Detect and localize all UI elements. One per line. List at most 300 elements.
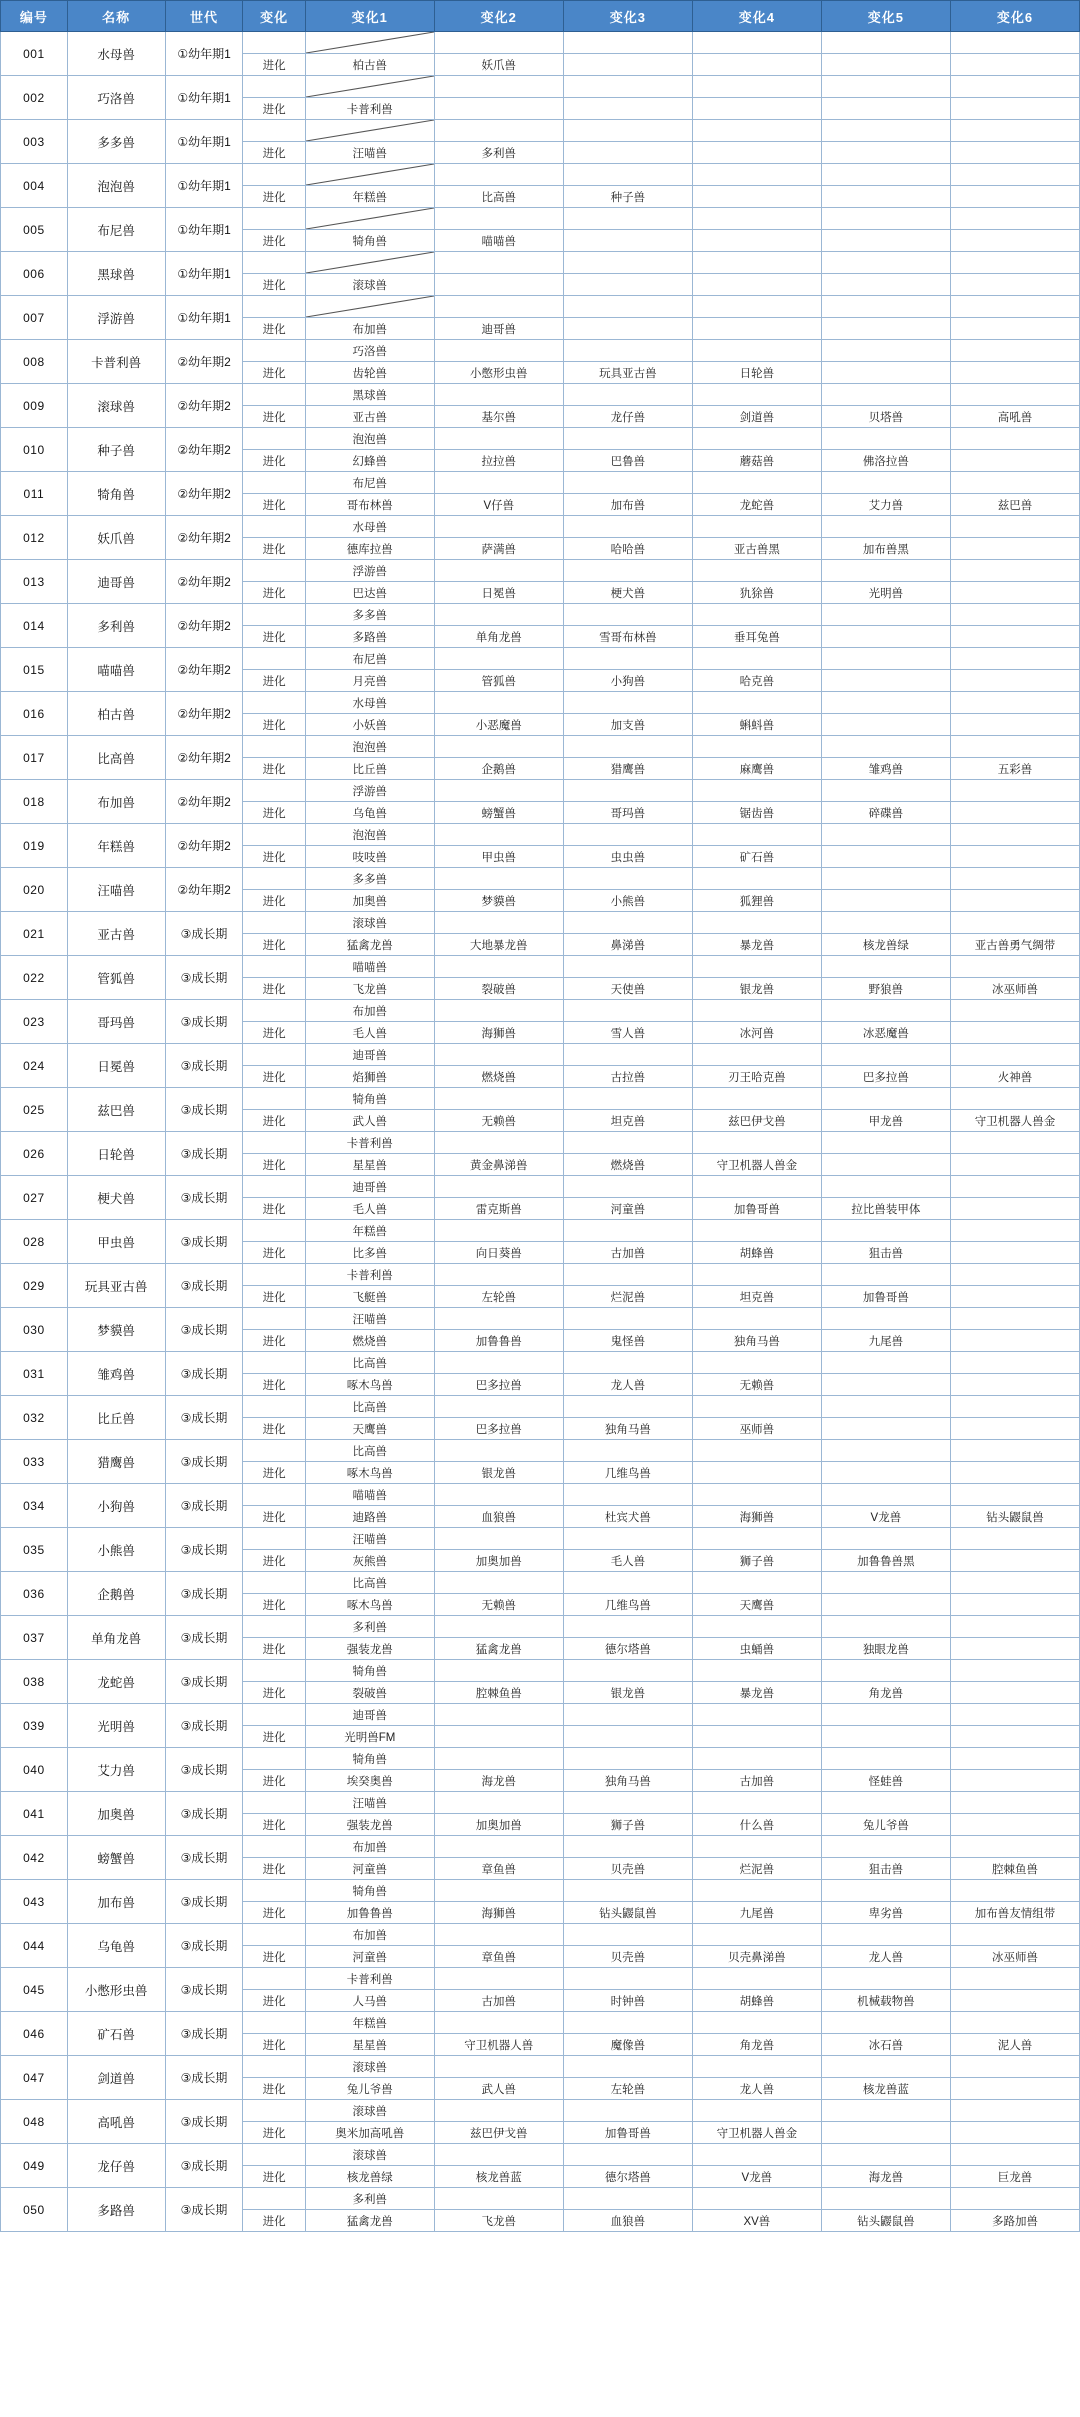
change-label-top — [243, 516, 305, 538]
evolution-cell: 加布兽黑 — [821, 538, 950, 560]
empty-cell — [821, 340, 950, 362]
table-row — [1, 516, 1080, 538]
row-name: 浮游兽 — [67, 296, 165, 340]
evolve-label: 进化 — [243, 582, 305, 604]
empty-cell — [563, 164, 692, 186]
evolution-cell: 龙人兽 — [563, 1374, 692, 1396]
evolution-cell: 独角马兽 — [692, 1330, 821, 1352]
empty-cell — [950, 296, 1079, 318]
evolve-label: 进化 — [243, 1770, 305, 1792]
change-label-top — [243, 32, 305, 54]
empty-cell — [692, 1616, 821, 1638]
row-name: 巧洛兽 — [67, 76, 165, 120]
table-row — [1, 384, 1080, 406]
change-label-top — [243, 1792, 305, 1814]
evolve-label: 进化 — [243, 2078, 305, 2100]
empty-cell — [434, 1308, 563, 1330]
evolution-cell: 梦貘兽 — [434, 890, 563, 912]
evolution-cell: 碎碟兽 — [821, 802, 950, 824]
evolution-cell: 杜宾犬兽 — [563, 1506, 692, 1528]
empty-cell — [821, 1924, 950, 1946]
empty-cell — [692, 1748, 821, 1770]
row-name: 种子兽 — [67, 428, 165, 472]
evolution-cell: 雪人兽 — [563, 1022, 692, 1044]
change-label-top — [243, 1924, 305, 1946]
row-name: 玩具亚古兽 — [67, 1264, 165, 1308]
devolution-cell: 犄角兽 — [305, 1748, 434, 1770]
evolution-cell: 企鹅兽 — [434, 758, 563, 780]
empty-cell — [821, 956, 950, 978]
row-id: 046 — [1, 2012, 68, 2056]
row-name: 多利兽 — [67, 604, 165, 648]
evolution-cell: 几维鸟兽 — [563, 1594, 692, 1616]
evolution-cell: 兹巴伊戈兽 — [692, 1110, 821, 1132]
evolution-cell: 贝壳兽 — [563, 1858, 692, 1880]
no-devolution-slash — [305, 32, 434, 54]
evolution-cell — [821, 714, 950, 736]
evolution-cell — [821, 230, 950, 252]
evolution-cell: 哈克兽 — [692, 670, 821, 692]
row-id: 034 — [1, 1484, 68, 1528]
empty-cell — [434, 428, 563, 450]
empty-cell — [563, 2012, 692, 2034]
evolution-cell: 佛洛拉兽 — [821, 450, 950, 472]
change-label-top — [243, 2188, 305, 2210]
evolution-cell — [821, 98, 950, 120]
row-generation: ③成长期 — [165, 1000, 243, 1044]
empty-cell — [692, 1088, 821, 1110]
devolution-cell: 布加兽 — [305, 1924, 434, 1946]
devolution-cell: 布尼兽 — [305, 648, 434, 670]
empty-cell — [563, 1176, 692, 1198]
evolution-cell: 狙击兽 — [821, 1858, 950, 1880]
devolution-cell: 滚球兽 — [305, 2144, 434, 2166]
empty-cell — [950, 648, 1079, 670]
row-generation: ③成长期 — [165, 2100, 243, 2144]
evolution-cell: 腔棘鱼兽 — [434, 1682, 563, 1704]
evolution-cell: 乌龟兽 — [305, 802, 434, 824]
empty-cell — [950, 1396, 1079, 1418]
row-name: 柏古兽 — [67, 692, 165, 736]
change-label-top — [243, 1440, 305, 1462]
devolution-cell: 汪喵兽 — [305, 1308, 434, 1330]
empty-cell — [692, 296, 821, 318]
evolution-cell — [950, 626, 1079, 648]
devolution-cell: 比高兽 — [305, 1572, 434, 1594]
evolution-cell: 钻头鼹鼠兽 — [821, 2210, 950, 2232]
evolution-cell: 甲虫兽 — [434, 846, 563, 868]
row-id: 043 — [1, 1880, 68, 1924]
devolution-cell: 多利兽 — [305, 1616, 434, 1638]
empty-cell — [821, 2144, 950, 2166]
empty-cell — [821, 1880, 950, 1902]
table-row — [1, 340, 1080, 362]
row-generation: ②幼年期2 — [165, 824, 243, 868]
empty-cell — [692, 252, 821, 274]
evolution-cell: 贝壳鼻涕兽 — [692, 1946, 821, 1968]
evolution-cell: 魔像兽 — [563, 2034, 692, 2056]
empty-cell — [563, 1572, 692, 1594]
empty-cell — [563, 516, 692, 538]
evolution-cell — [950, 582, 1079, 604]
evolution-cell — [950, 802, 1079, 824]
row-id: 017 — [1, 736, 68, 780]
evolution-cell: XV兽 — [692, 2210, 821, 2232]
evolve-label: 进化 — [243, 1638, 305, 1660]
empty-cell — [563, 1264, 692, 1286]
evolution-cell: 猛禽龙兽 — [305, 934, 434, 956]
empty-cell — [821, 2188, 950, 2210]
evolution-cell: 加布兽友情组带 — [950, 1902, 1079, 1924]
evolution-cell: 裂破兽 — [434, 978, 563, 1000]
evolution-cell: 加鲁哥兽 — [563, 2122, 692, 2144]
row-generation: ③成长期 — [165, 1528, 243, 1572]
table-row — [1, 1264, 1080, 1286]
empty-cell — [563, 604, 692, 626]
evolution-cell: 角龙兽 — [692, 2034, 821, 2056]
change-label-top — [243, 208, 305, 230]
evolution-cell — [950, 230, 1079, 252]
evolution-cell: 猎鹰兽 — [563, 758, 692, 780]
row-generation: ①幼年期1 — [165, 32, 243, 76]
evolution-cell: 加布兽 — [563, 494, 692, 516]
empty-cell — [692, 1220, 821, 1242]
row-generation: ③成长期 — [165, 1308, 243, 1352]
table-row — [1, 648, 1080, 670]
evolution-cell: 河童兽 — [305, 1946, 434, 1968]
evolution-cell: 毛人兽 — [305, 1198, 434, 1220]
empty-cell — [950, 912, 1079, 934]
evolution-cell: 光明兽FM — [305, 1726, 434, 1748]
change-label-top — [243, 736, 305, 758]
empty-cell — [950, 1704, 1079, 1726]
empty-cell — [434, 560, 563, 582]
evolve-label: 进化 — [243, 450, 305, 472]
row-id: 016 — [1, 692, 68, 736]
empty-cell — [821, 1308, 950, 1330]
row-name: 管狐兽 — [67, 956, 165, 1000]
empty-cell — [821, 1088, 950, 1110]
row-generation: ③成长期 — [165, 1880, 243, 1924]
evolution-cell — [692, 1462, 821, 1484]
evolution-cell: 坦克兽 — [563, 1110, 692, 1132]
change-label-top — [243, 296, 305, 318]
evolution-cell: 无赖兽 — [434, 1110, 563, 1132]
change-label-top — [243, 1572, 305, 1594]
empty-cell — [563, 252, 692, 274]
row-generation: ①幼年期1 — [165, 252, 243, 296]
row-name: 梗犬兽 — [67, 1176, 165, 1220]
header-change-4: 变化4 — [692, 1, 821, 32]
row-id: 033 — [1, 1440, 68, 1484]
empty-cell — [563, 1660, 692, 1682]
change-label-top — [243, 692, 305, 714]
evolution-cell: 垂耳兔兽 — [692, 626, 821, 648]
empty-cell — [821, 1748, 950, 1770]
empty-cell — [563, 1440, 692, 1462]
evolution-cell: 章鱼兽 — [434, 1946, 563, 1968]
devolution-cell: 水母兽 — [305, 516, 434, 538]
evolution-cell — [692, 274, 821, 296]
evolution-cell: 钻头鼹鼠兽 — [563, 1902, 692, 1924]
evolution-cell: 螃蟹兽 — [434, 802, 563, 824]
devolution-cell: 犄角兽 — [305, 1660, 434, 1682]
evolution-cell: 加鲁鲁兽黑 — [821, 1550, 950, 1572]
row-generation: ③成长期 — [165, 2012, 243, 2056]
header-name: 名称 — [67, 1, 165, 32]
evolution-cell: 高吼兽 — [950, 406, 1079, 428]
row-name: 高吼兽 — [67, 2100, 165, 2144]
row-id: 008 — [1, 340, 68, 384]
evolution-cell — [950, 1374, 1079, 1396]
evolution-cell: 亚古兽黑 — [692, 538, 821, 560]
empty-cell — [692, 1880, 821, 1902]
empty-cell — [692, 1660, 821, 1682]
evolution-cell: 天鹰兽 — [305, 1418, 434, 1440]
empty-cell — [563, 296, 692, 318]
evolution-cell: 血狼兽 — [563, 2210, 692, 2232]
evolution-cell: 武人兽 — [305, 1110, 434, 1132]
empty-cell — [950, 1572, 1079, 1594]
row-id: 030 — [1, 1308, 68, 1352]
evolution-cell: 大地暴龙兽 — [434, 934, 563, 956]
devolution-cell: 卡普利兽 — [305, 1968, 434, 1990]
empty-cell — [821, 1044, 950, 1066]
empty-cell — [692, 736, 821, 758]
evolution-cell: 冰巫师兽 — [950, 978, 1079, 1000]
evolution-cell: 守卫机器人兽金 — [950, 1110, 1079, 1132]
empty-cell — [821, 824, 950, 846]
empty-cell — [821, 2012, 950, 2034]
table-row — [1, 120, 1080, 142]
evolution-cell — [821, 362, 950, 384]
change-label-top — [243, 1352, 305, 1374]
empty-cell — [563, 120, 692, 142]
empty-cell — [434, 384, 563, 406]
evolution-cell: 左轮兽 — [434, 1286, 563, 1308]
evolution-cell — [950, 1418, 1079, 1440]
row-id: 018 — [1, 780, 68, 824]
evolution-cell — [563, 54, 692, 76]
row-generation: ①幼年期1 — [165, 120, 243, 164]
row-id: 026 — [1, 1132, 68, 1176]
empty-cell — [434, 472, 563, 494]
evolution-cell — [692, 186, 821, 208]
row-generation: ③成长期 — [165, 1968, 243, 2012]
empty-cell — [434, 1924, 563, 1946]
evolve-label: 进化 — [243, 978, 305, 1000]
devolution-cell: 浮游兽 — [305, 560, 434, 582]
empty-cell — [692, 956, 821, 978]
row-id: 029 — [1, 1264, 68, 1308]
row-generation: ③成长期 — [165, 1352, 243, 1396]
evolution-cell: 兔儿爷兽 — [821, 1814, 950, 1836]
change-label-top — [243, 428, 305, 450]
empty-cell — [950, 164, 1079, 186]
empty-cell — [692, 32, 821, 54]
evolution-cell: 独角马兽 — [563, 1418, 692, 1440]
row-id: 041 — [1, 1792, 68, 1836]
table-row — [1, 736, 1080, 758]
evolve-label: 进化 — [243, 1066, 305, 1088]
change-label-top — [243, 164, 305, 186]
row-generation: ②幼年期2 — [165, 560, 243, 604]
row-generation: ③成长期 — [165, 2144, 243, 2188]
change-label-top — [243, 76, 305, 98]
evolution-cell: 天使兽 — [563, 978, 692, 1000]
evolution-cell: 鼻涕兽 — [563, 934, 692, 956]
evolution-cell: 冰恶魔兽 — [821, 1022, 950, 1044]
evolve-label: 进化 — [243, 626, 305, 648]
row-name: 迪哥兽 — [67, 560, 165, 604]
evolution-cell: 滚球兽 — [305, 274, 434, 296]
header-id: 编号 — [1, 1, 68, 32]
row-id: 014 — [1, 604, 68, 648]
header-change: 变化 — [243, 1, 305, 32]
change-label-top — [243, 1616, 305, 1638]
evolution-cell: 狮子兽 — [563, 1814, 692, 1836]
empty-cell — [434, 76, 563, 98]
empty-cell — [563, 1924, 692, 1946]
evolve-label: 进化 — [243, 494, 305, 516]
empty-cell — [563, 340, 692, 362]
row-generation: ③成长期 — [165, 912, 243, 956]
devolution-cell: 多多兽 — [305, 868, 434, 890]
row-id: 003 — [1, 120, 68, 164]
evolution-cell — [950, 450, 1079, 472]
change-label-top — [243, 1660, 305, 1682]
evolution-cell: 龙人兽 — [821, 1946, 950, 1968]
evolution-cell: V龙兽 — [692, 2166, 821, 2188]
empty-cell — [692, 120, 821, 142]
row-generation: ②幼年期2 — [165, 692, 243, 736]
row-name: 加奥兽 — [67, 1792, 165, 1836]
header-change-2: 变化2 — [434, 1, 563, 32]
empty-cell — [821, 296, 950, 318]
empty-cell — [950, 1044, 1079, 1066]
empty-cell — [821, 76, 950, 98]
no-devolution-slash — [305, 296, 434, 318]
table-row — [1, 2144, 1080, 2166]
empty-cell — [692, 2056, 821, 2078]
empty-cell — [950, 2012, 1079, 2034]
row-generation: ③成长期 — [165, 2056, 243, 2100]
evolution-cell: 妖爪兽 — [434, 54, 563, 76]
evolution-cell — [821, 1418, 950, 1440]
devolution-cell: 浮游兽 — [305, 780, 434, 802]
evolution-cell: 角龙兽 — [821, 1682, 950, 1704]
evolution-cell: 五彩兽 — [950, 758, 1079, 780]
row-id: 023 — [1, 1000, 68, 1044]
table-row — [1, 2100, 1080, 2122]
empty-cell — [434, 1264, 563, 1286]
empty-cell — [563, 1484, 692, 1506]
evolve-label: 进化 — [243, 1990, 305, 2012]
evolution-cell: 迪哥兽 — [434, 318, 563, 340]
empty-cell — [692, 76, 821, 98]
devolution-cell: 迪哥兽 — [305, 1044, 434, 1066]
table-row — [1, 1440, 1080, 1462]
row-id: 013 — [1, 560, 68, 604]
empty-cell — [692, 1352, 821, 1374]
empty-cell — [692, 1440, 821, 1462]
evolution-cell — [563, 98, 692, 120]
evolution-cell: 比丘兽 — [305, 758, 434, 780]
table-header-row — [1, 1, 1080, 32]
empty-cell — [950, 1352, 1079, 1374]
devolution-cell: 迪哥兽 — [305, 1704, 434, 1726]
empty-cell — [434, 824, 563, 846]
evolution-cell — [950, 1990, 1079, 2012]
change-label-top — [243, 120, 305, 142]
row-generation: ②幼年期2 — [165, 868, 243, 912]
change-label-top — [243, 1528, 305, 1550]
change-label-top — [243, 1220, 305, 1242]
evolution-cell: 柏古兽 — [305, 54, 434, 76]
table-row — [1, 1924, 1080, 1946]
row-id: 028 — [1, 1220, 68, 1264]
row-id: 022 — [1, 956, 68, 1000]
evolution-cell: 龙蛇兽 — [692, 494, 821, 516]
row-generation: ①幼年期1 — [165, 164, 243, 208]
evolve-label: 进化 — [243, 318, 305, 340]
empty-cell — [692, 1132, 821, 1154]
evolution-cell: 小狗兽 — [563, 670, 692, 692]
row-id: 021 — [1, 912, 68, 956]
table-row — [1, 2188, 1080, 2210]
evolution-cell: 萨满兽 — [434, 538, 563, 560]
evolution-cell: 左轮兽 — [563, 2078, 692, 2100]
empty-cell — [692, 1308, 821, 1330]
devolution-cell: 多多兽 — [305, 604, 434, 626]
empty-cell — [950, 1132, 1079, 1154]
row-name: 企鹅兽 — [67, 1572, 165, 1616]
empty-cell — [434, 648, 563, 670]
evolve-label: 进化 — [243, 230, 305, 252]
evolution-cell: 梗犬兽 — [563, 582, 692, 604]
row-name: 兹巴兽 — [67, 1088, 165, 1132]
row-generation: ③成长期 — [165, 1220, 243, 1264]
evolution-cell: 锯齿兽 — [692, 802, 821, 824]
row-id: 007 — [1, 296, 68, 340]
empty-cell — [434, 1616, 563, 1638]
evolution-cell — [950, 1814, 1079, 1836]
empty-cell — [950, 2056, 1079, 2078]
empty-cell — [950, 1924, 1079, 1946]
empty-cell — [692, 428, 821, 450]
empty-cell — [434, 340, 563, 362]
evolution-cell — [821, 670, 950, 692]
evolution-cell: 烂泥兽 — [692, 1858, 821, 1880]
table-row — [1, 1484, 1080, 1506]
evolution-cell — [950, 538, 1079, 560]
evolution-cell — [950, 1286, 1079, 1308]
table-row — [1, 1880, 1080, 1902]
devolution-cell: 迪哥兽 — [305, 1176, 434, 1198]
empty-cell — [563, 32, 692, 54]
change-label-top — [243, 1044, 305, 1066]
change-label-top — [243, 2056, 305, 2078]
evolution-cell — [434, 98, 563, 120]
empty-cell — [950, 340, 1079, 362]
evolution-cell — [950, 54, 1079, 76]
evolution-cell: 贝壳兽 — [563, 1946, 692, 1968]
empty-cell — [434, 1088, 563, 1110]
evolve-label: 进化 — [243, 2210, 305, 2232]
evolution-cell: 冰河兽 — [692, 1022, 821, 1044]
empty-cell — [692, 340, 821, 362]
evolution-cell: V仔兽 — [434, 494, 563, 516]
